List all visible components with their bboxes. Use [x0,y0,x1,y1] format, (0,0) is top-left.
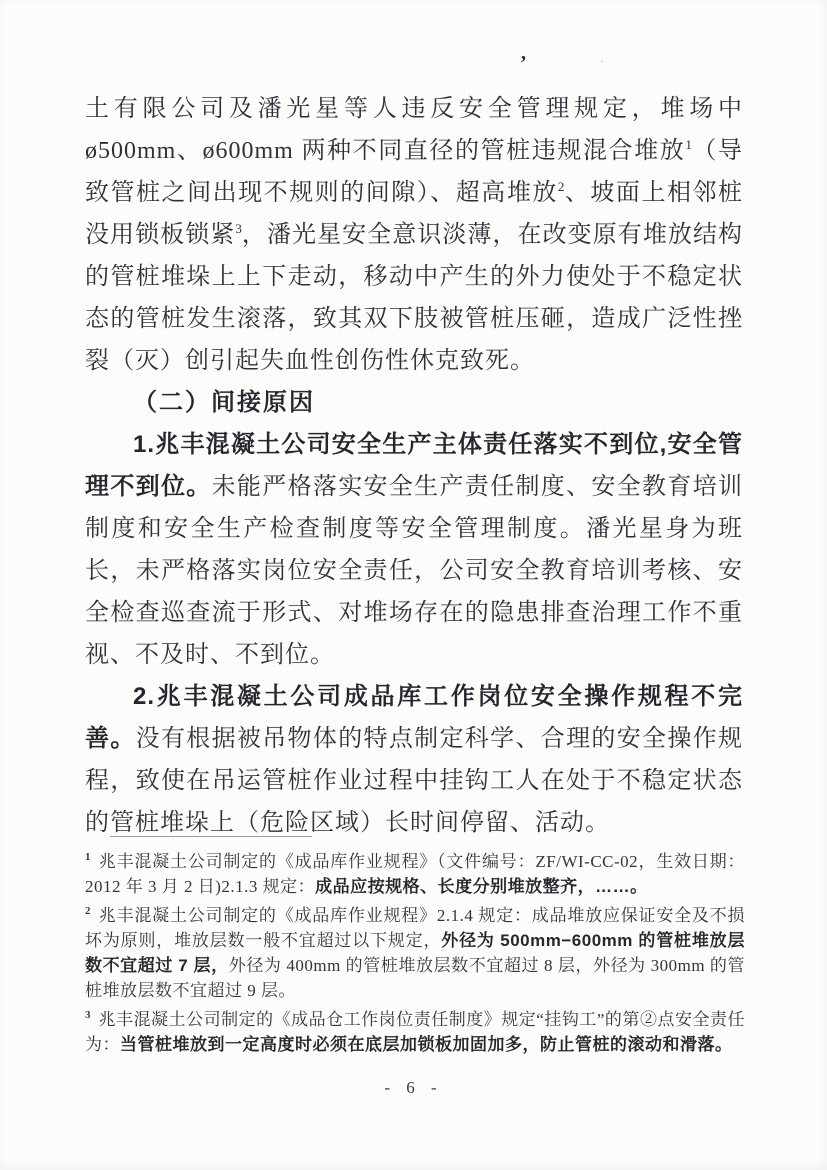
paragraph-direct-cause-text-4: ，潘光星安全意识淡薄，在改变原有堆放结构的管桩堆垛上上下走动，移动中产生的外力使处于不稳定状态的管桩发生滚落，致其双下肢被管桩压砸，造成广泛性挫裂（灭）创引起失血性创伤性休克致死。 [85,222,744,374]
scan-artifact-dot: · [600,56,604,68]
footnote-1 [85,845,745,899]
footnote-3-bold: 当管桩堆放到一定高度时必须在底层加锁板加固加多，防止管桩的滚动和滑落。 [120,1035,733,1054]
paragraph-indirect-cause-1-text: 未能严格落实安全生产责任制度、安全教育培训制度和安全生产检查制度等安全管理制度。潘光星身为班长，未严格落实岗位安全责任，公司安全教育培训考核、安全检查巡查流于形式、对堆场存在的隐患排查治理工作不重视、不及时、不到位。 [85,474,744,668]
page-number: - 6 - [384,1078,443,1097]
paragraph-direct-cause-text-1: 土有限公司及潘光星等人违反安全管理规定，堆场中ø500mm、ø600mm 两种不同直径的管桩违规混合堆放 [85,96,743,164]
paragraph-direct-cause-text-3: 、坡面上相邻桩没用锁板锁紧 [85,180,744,248]
paragraph-indirect-cause-1 [85,424,743,676]
footnote-2 [85,899,745,1003]
paragraph-direct-cause [85,88,743,382]
footnote-3-text: 兆丰混凝土公司制定的《成品仓工作岗位责任制度》规定“挂钩工”的第②点安全责任为： [85,1010,745,1054]
section-heading-indirect-causes: （二）间接原因 [133,389,315,416]
footnote-1-bold: 成品应按规格、长度分别堆放整齐，……。 [315,877,648,896]
paragraph-indirect-cause-2 [85,676,743,844]
footnote-2-marker: 2 [85,905,91,917]
paragraph-indirect-cause-1-lead: 1.兆丰混凝土公司安全生产主体责任落实不到位,安全管理不到位。 [85,431,743,500]
footnote-separator [110,836,312,837]
footnote-ref-1: 1 [685,137,692,152]
scan-artifact-comma: , [521,42,526,64]
footnote-2-text: 兆丰混凝土公司制定的《成品库作业规程》2.1.4 规定：成品堆放应保证安全及不损坏为原则，堆放层数一般不宜超过以下规定， [85,906,745,950]
footnotes-section [85,836,745,1057]
footnote-1-text: 兆丰混凝土公司制定的《成品库作业规程》（文件编号：ZF/WI-CC-02，生效日期：2012 年 3 月 2 日)2.1.3 规定： [85,852,745,896]
footnote-1-marker: 1 [85,851,91,863]
document-body [85,88,743,844]
footnote-3-marker: 3 [85,1009,91,1021]
footnote-ref-3: 3 [235,221,242,236]
paragraph-direct-cause-text-2: （导致管桩之间出现不规则的间隙）、超高堆放 [85,138,744,206]
footnote-2-text-end: 外径为 400mm 的管桩堆放层数不宜超过 8 层，外径为 300mm 的管桩堆放层数不宜超过 9 层。 [85,956,745,1000]
paragraph-indirect-cause-2-text: 没有根据被吊物体的特点制定科学、合理的安全操作规程，致使在吊运管桩作业过程中挂钩工人在处于不稳定状态的管桩堆垛上（危险区域）长时间停留、活动。 [85,726,743,836]
paragraph-indirect-cause-2-lead: 2.兆丰混凝土公司成品库工作岗位安全操作规程不完善。 [85,683,743,752]
footnote-3 [85,1003,745,1057]
footnote-2-bold: 外径为 500mm−600mm 的管桩堆放层数不宜超过 7 层， [85,931,745,975]
footnote-ref-2: 2 [557,179,565,194]
